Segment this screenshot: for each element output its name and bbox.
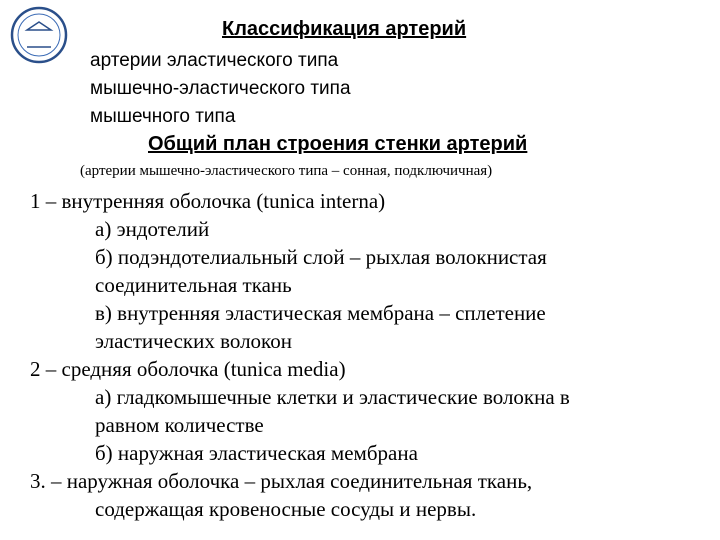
layer-2-item-a: а) гладкомышечные клетки и эластические волокна в	[95, 385, 570, 409]
layer-1-internal: 1 – внутренняя оболочка (tunica interna)	[30, 189, 386, 213]
classification-item-elastic: артерии эластического типа	[90, 50, 339, 71]
layer-2-item-b: б) наружная эластическая мембрана	[95, 441, 418, 465]
layer-1-item-b: б) подэндотелиальный слой – рыхлая волокнистая	[95, 245, 547, 269]
layer-1-item-a: а) эндотелий	[95, 217, 210, 241]
layer-3-external-cont: содержащая кровеносные сосуды и нервы.	[95, 497, 477, 521]
layer-1-item-c: в) внутренняя эластическая мембрана – сплетение	[95, 301, 546, 325]
layer-3-external: 3. – наружная оболочка – рыхлая соединительная ткань,	[30, 469, 533, 493]
structure-title: Общий план строения стенки артерий	[148, 133, 528, 155]
structure-note: (артерии мышечно-эластического типа – сонная, подключичная)	[80, 163, 493, 179]
layer-2-media: 2 – средняя оболочка (tunica media)	[30, 357, 346, 381]
university-logo	[10, 6, 68, 64]
classification-item-muscular: мышечного типа	[90, 106, 236, 127]
layer-2-item-a-cont: равном количестве	[95, 413, 264, 437]
classification-title: Классификация артерий	[222, 18, 467, 40]
layer-1-item-b-cont: соединительная ткань	[95, 273, 292, 297]
university-emblem	[10, 6, 68, 64]
layer-1-item-c-cont: эластических волокон	[95, 329, 292, 353]
classification-item-muscular-elastic: мышечно-эластического типа	[90, 78, 351, 99]
